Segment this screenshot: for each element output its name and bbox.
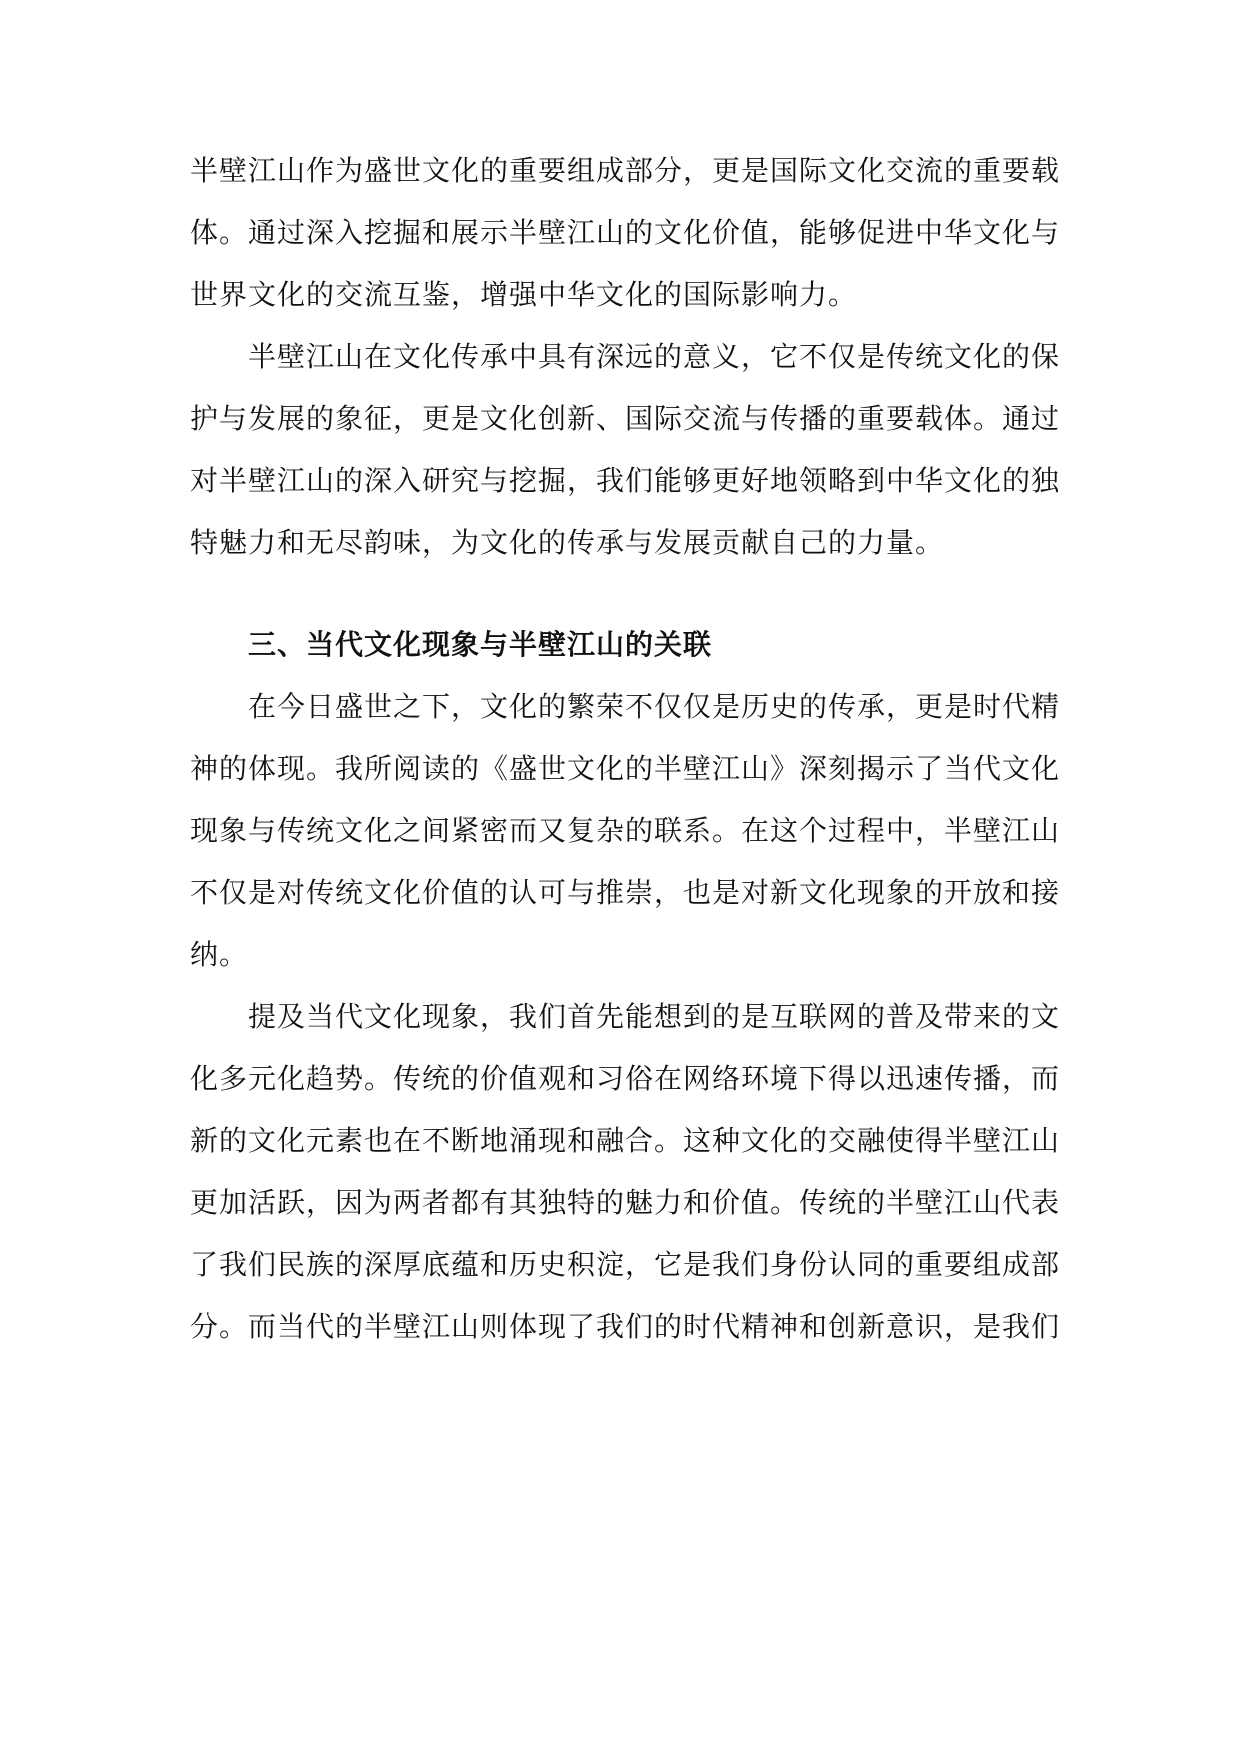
paragraph-continuation: 半壁江山作为盛世文化的重要组成部分，更是国际文化交流的重要载体。通过深入挖掘和展示半壁江山的文化价值，能够促进中华文化与世界文化的交流互鉴，增强中华文化的国际影响力。 xyxy=(190,154,1061,311)
paragraph-cultural-significance: 半壁江山在文化传承中具有深远的意义，它不仅是传统文化的保护与发展的象征，更是文化创新、国际交流与传播的重要载体。通过对半壁江山的深入研究与挖掘，我们能够更好地领略到中华文化的独特魅力和无尽韵味，为文化的传承与发展贡献自己的力量。 xyxy=(190,340,1061,559)
paragraph-internet-culture: 提及当代文化现象，我们首先能想到的是互联网的普及带来的文化多元化趋势。传统的价值观和习俗在网络环境下得以迅速传播，而新的文化元素也在不断地涌现和融合。这种文化的交融使得半壁江山更加活跃，因为两者都有其独特的魅力和价值。传统的半壁江山代表了我们民族的深厚底蕴和历史积淀，它是我们身份认同的重要组成部分。而当代的半壁江山则体现了我们的时代精神和创新意识，是我们 xyxy=(190,1000,1061,1343)
paragraph-contemporary-intro: 在今日盛世之下，文化的繁荣不仅仅是历史的传承，更是时代精神的体现。我所阅读的《盛世文化的半壁江山》深刻揭示了当代文化现象与传统文化之间紧密而又复杂的联系。在这个过程中，半壁江山不仅是对传统文化价值的认可与推崇，也是对新文化现象的开放和接纳。 xyxy=(190,690,1061,971)
section-heading-3: 三、当代文化现象与半壁江山的关联 xyxy=(248,628,713,661)
document-body xyxy=(190,140,1060,1358)
